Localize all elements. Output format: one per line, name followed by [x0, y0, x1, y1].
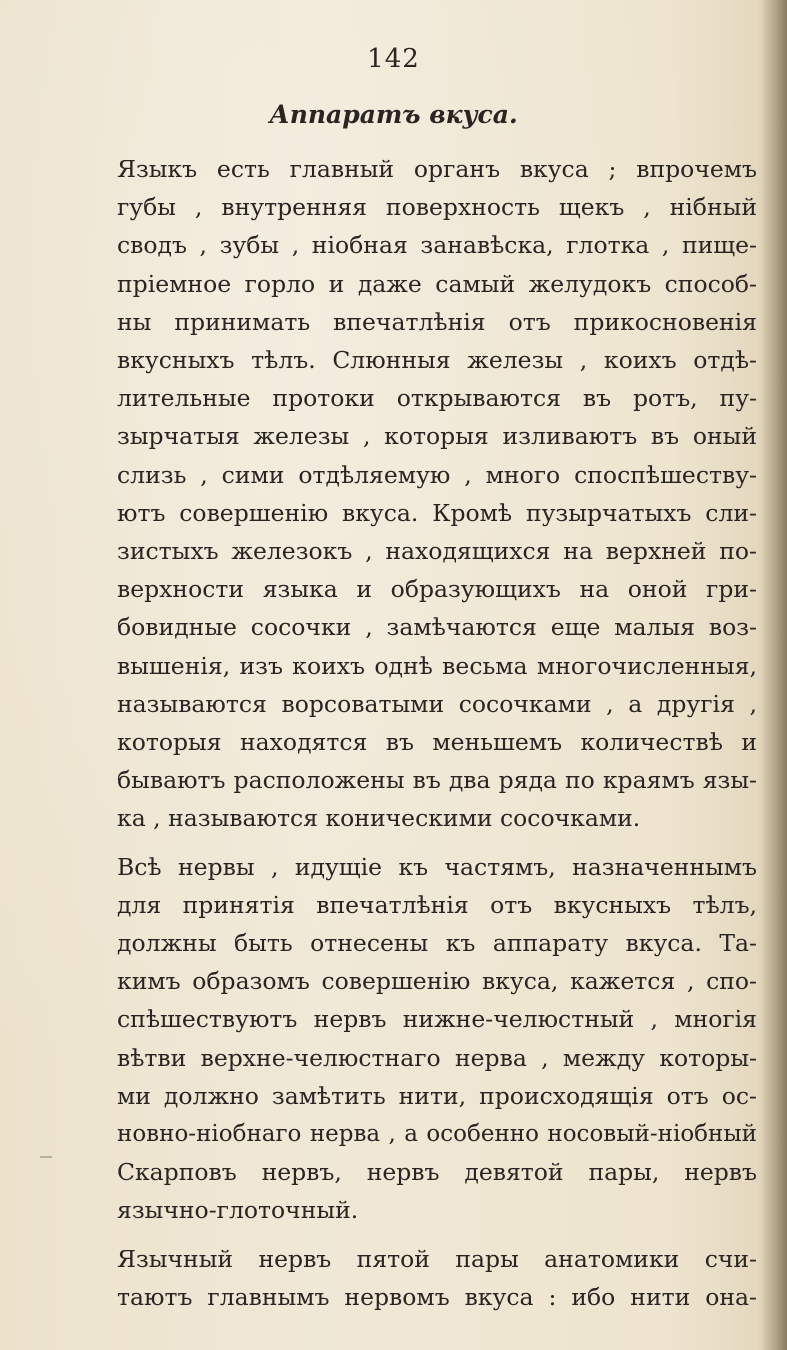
- section-heading: Аппаратъ вкуса.: [269, 100, 518, 129]
- text-line: Языкъ есть главный органъ вкуса ; впрочемъ: [117, 155, 757, 183]
- text-line: ка , называются коническими сосочками.: [117, 804, 641, 833]
- paragraph-3: [117, 1240, 757, 1316]
- margin-mark: [40, 1156, 52, 1158]
- body-text: [117, 150, 757, 1316]
- text-line: лительные протоки открываются въ ротъ, пу-: [117, 384, 757, 413]
- text-line: для принятія впечатлѣнія отъ вкусныхъ тѣлъ,: [117, 890, 757, 919]
- text-line: ны принимать впечатлѣнія отъ прикосновенія: [117, 307, 757, 336]
- text-line: верхности языка и образующихъ на оной гри-: [117, 575, 757, 604]
- text-line: Язычный нервъ пятой пары анатомики счи-: [117, 1244, 757, 1273]
- text-line: бовидные сосочки , замѣчаются еще малыя воз-: [117, 613, 757, 642]
- text-line: язычно-глоточный.: [117, 1196, 359, 1225]
- text-line: ми должно замѣтить нити, происходящія отъ ос-: [117, 1081, 757, 1110]
- paragraph-gap: [117, 838, 757, 848]
- paragraph-1: [117, 150, 757, 838]
- paragraph-2: [117, 848, 757, 1230]
- page-number: 142: [367, 44, 420, 74]
- text-line: слизь , сими отдѣляемую , много споспѣшеству-: [117, 460, 757, 489]
- text-line: новно-ніобнаго нерва , а особенно носовый-ніобный: [117, 1121, 757, 1148]
- text-line: Всѣ нервы , идущіе къ частямъ, назначеннымъ: [117, 852, 757, 881]
- text-line: пріемное горло и даже самый желудокъ способ-: [117, 269, 757, 298]
- text-line: называются ворсоватыми сосочками , а другія ,: [117, 689, 757, 718]
- text-line: сводъ , зубы , ніобная занавѣска, глотка , пище-: [117, 231, 757, 260]
- paragraph-gap: [117, 1230, 757, 1240]
- text-line: таютъ главнымъ нервомъ вкуса : ибо нити она-: [117, 1282, 757, 1311]
- text-line: вышенія, изъ коихъ однѣ весьма многочисленныя,: [117, 651, 757, 680]
- text-line: должны быть отнесены къ аппарату вкуса. Та-: [117, 929, 757, 958]
- text-line: зырчатыя железы , которыя изливаютъ въ оный: [117, 422, 757, 451]
- text-line: Скарповъ нервъ, нервъ девятой пары, нервъ: [117, 1158, 757, 1187]
- text-line: бываютъ расположены въ два ряда по краямъ язы-: [117, 766, 757, 795]
- spine-shadow: [761, 0, 787, 1350]
- text-line: вѣтви верхне-челюстнаго нерва , между которы-: [117, 1043, 757, 1072]
- text-line: зистыхъ железокъ , находящихся на верхней по-: [117, 537, 757, 566]
- text-line: губы , внутренняя поверхность щекъ , нібный: [117, 193, 757, 222]
- text-line: которыя находятся въ меньшемъ количествѣ и: [117, 728, 757, 757]
- text-line: вкусныхъ тѣлъ. Слюнныя железы , коихъ отдѣ-: [117, 346, 757, 375]
- text-line: спѣшествуютъ нервъ нижне-челюстный , многія: [117, 1005, 757, 1034]
- text-line: ютъ совершенію вкуса. Кромѣ пузырчатыхъ сли-: [117, 498, 757, 527]
- text-line: кимъ образомъ совершенію вкуса, кажется , спо-: [117, 967, 757, 996]
